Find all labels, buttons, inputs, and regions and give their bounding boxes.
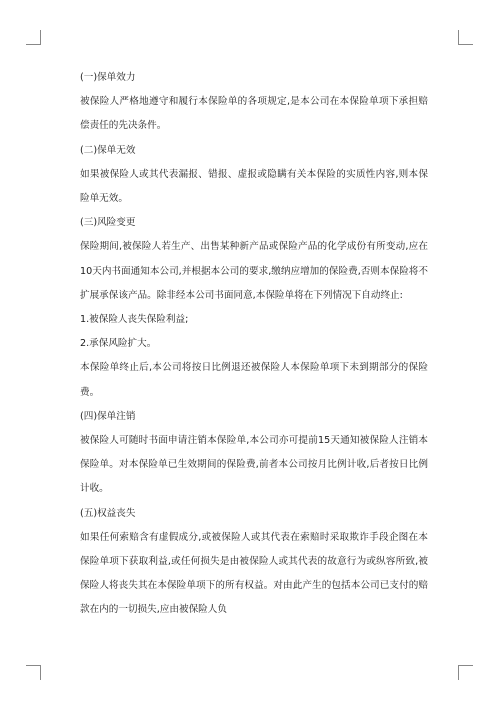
paragraph-policy-cancellation: 被保险人可随时书面申请注销本保险单,本公司亦可提前15天通知被保险人注销本保险单。对本保险单已生效期间的保险费,前者本公司按月比例计收,后者按日比例计收。 (80, 435, 428, 495)
section-heading-risk-change: (三)风险变更 (80, 217, 136, 229)
list-item-loss-of-interest: 1.被保险人丧失保险利益; (80, 314, 189, 326)
crop-mark-top-left (26, 30, 41, 45)
paragraph-policy-validity: 被保险人严格地遵守和履行本保险单的各项规定,是本公司在本保险单项下承担赔偿责任的先决条件。 (80, 96, 428, 132)
crop-mark-bottom-left (26, 665, 41, 680)
section-heading-forfeiture: (五)权益丧失 (80, 507, 136, 519)
section-heading-policy-cancellation: (四)保单注销 (80, 410, 136, 422)
crop-mark-bottom-right (458, 665, 473, 680)
list-item-risk-expansion: 2.承保风险扩大。 (80, 338, 157, 350)
paragraph-policy-void: 如果被保险人或其代表漏报、错报、虚报或隐瞒有关本保险的实质性内容,则本保险单无效。 (80, 168, 428, 205)
section-heading-policy-validity: (一)保单效力 (80, 72, 136, 83)
paragraph-termination-refund: 本保险单终止后,本公司将按日比例退还被保险人本保险单项下未到期部分的保险费。 (80, 362, 428, 398)
section-heading-policy-void: (二)保单无效 (80, 144, 136, 156)
document-body (80, 66, 428, 623)
paragraph-forfeiture: 如果任何索赔含有虚假成分,或被保险人或其代表在索赔时采取欺诈手段企图在本保险单项下获取利益,或任何损失是由被保险人或其代表的故意行为或纵容所致,被保险人将丧失其在本保险单项下的所有权益。对由此产生的包括本公司已支付的赔款在内的一切损失,应由被保险人负 (80, 531, 428, 616)
paragraph-risk-change: 保险期间,被保险人若生产、出售某种新产品或保险产品的化学成份有所变动,应在10天内书面通知本公司,并根据本公司的要求,缴纳应增加的保险费,否则本保险将不扩展承保该产品。除非经本公司书面同意,本保险单将在下列情况下自动终止: (80, 241, 428, 301)
crop-mark-top-right (458, 30, 473, 45)
